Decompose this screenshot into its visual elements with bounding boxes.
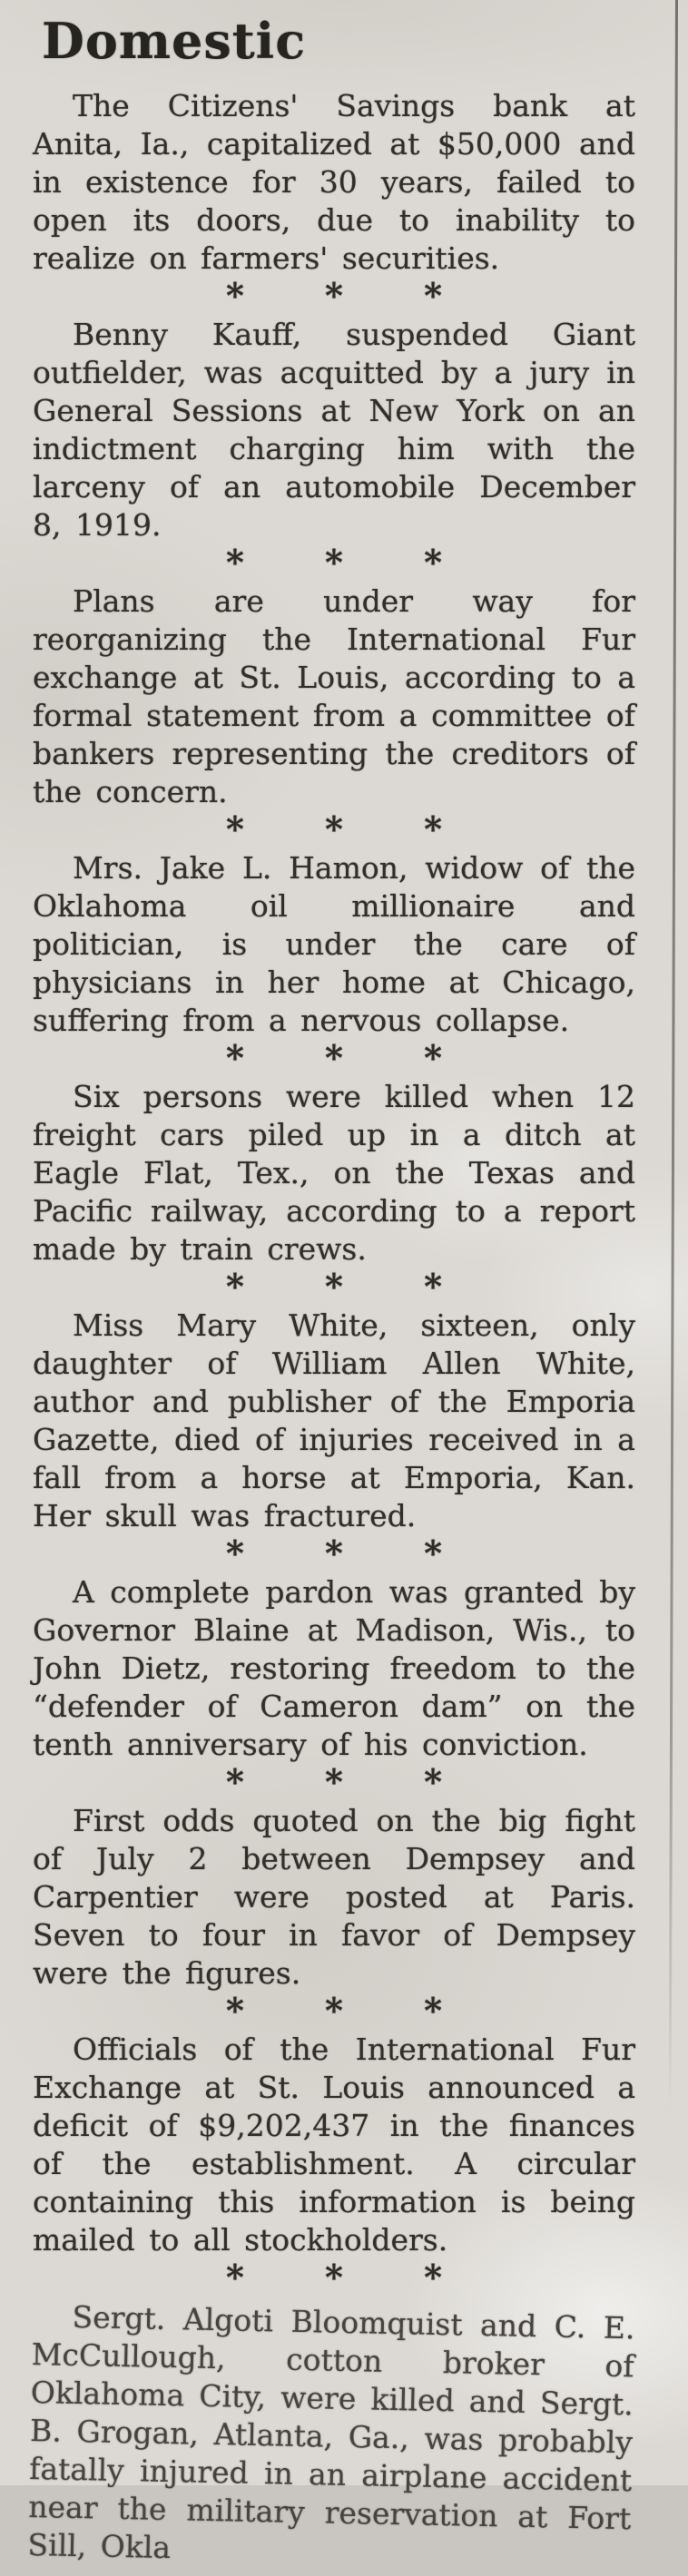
news-item [33, 1802, 635, 2031]
star-separator: * * * [225, 275, 477, 316]
news-item [33, 849, 635, 1078]
star-separator: * * * [225, 1990, 477, 2031]
news-paragraph: Benny Kauff, suspended Giant outfielder, was acquitted by a jury in General Sessions at New York on an indictment charging him with the larceny of an automobile December 8, 1919. [33, 317, 635, 543]
star-separator: * * * [225, 1761, 477, 1802]
news-paragraph: First odds quoted on the big fight of July 2 between Dempsey and Carpentier were posted at Paris. Seven to four in favor of Dempsey were the figures. [33, 1803, 635, 1991]
news-paragraph: Officials of the International Fur Exchange at St. Louis announced a deficit of $9,202,437 in the finances of the establishment. A circular containing this information is being mailed to all stockholders. [33, 2032, 635, 2258]
news-item [33, 2031, 635, 2297]
news-paragraph: Six persons were killed when 12 freight cars piled up in a ditch at Eagle Flat, Tex., on the Texas and Pacific railway, according to a report made by train crews. [33, 1079, 635, 1267]
news-item [33, 87, 635, 316]
column-rule-divider [669, 0, 678, 2114]
star-separator: * * * [225, 1266, 477, 1307]
star-separator: * * * [225, 1037, 477, 1078]
star-separator: * * * [225, 1533, 477, 1573]
news-paragraph: The Citizens' Savings bank at Anita, Ia., capitalized at $50,000 and in existence for 30 years, failed to open its doors, due to inability to realize on farmers' securities. [33, 88, 635, 276]
news-paragraph: Plans are under way for reorganizing the International Fur exchange at St. Louis, according to a formal statement from a committee of bankers representing the creditors of the concern. [33, 583, 635, 809]
news-item [33, 1573, 635, 1802]
news-paragraph: Sergt. Algoti Bloomquist and C. E. McCullough, cotton broker of Oklahoma City, were killed and Sergt. B. Grogan, Atlanta, Ga., was probably fatally injured in an airplane accident near the military reservation at Fort Sill, Okla [27, 2298, 635, 2566]
star-separator: * * * [225, 542, 477, 583]
news-item [27, 2297, 635, 2566]
star-separator: * * * [225, 2257, 477, 2297]
news-item [33, 316, 635, 583]
section-title: Domestic [42, 12, 307, 70]
news-paragraph: Miss Mary White, sixteen, only daughter of William Allen White, author and publisher of the Emporia Gazette, died of injuries received in a fall from a horse at Emporia, Kan. Her skull was fractured. [33, 1308, 635, 1533]
news-item [33, 1307, 635, 1573]
news-paragraph: Mrs. Jake L. Hamon, widow of the Oklahoma oil millionaire and politician, is under the care of physicians in her home at Chicago, suffering from a nervous collapse. [33, 850, 635, 1038]
news-item [33, 1078, 635, 1307]
news-item [33, 583, 635, 849]
news-paragraph: A complete pardon was granted by Governor Blaine at Madison, Wis., to John Dietz, restoring freedom to the “defender of Cameron dam” on the tenth anniversary of his conviction. [33, 1574, 635, 1762]
star-separator: * * * [225, 808, 477, 849]
article-body [27, 87, 635, 2566]
